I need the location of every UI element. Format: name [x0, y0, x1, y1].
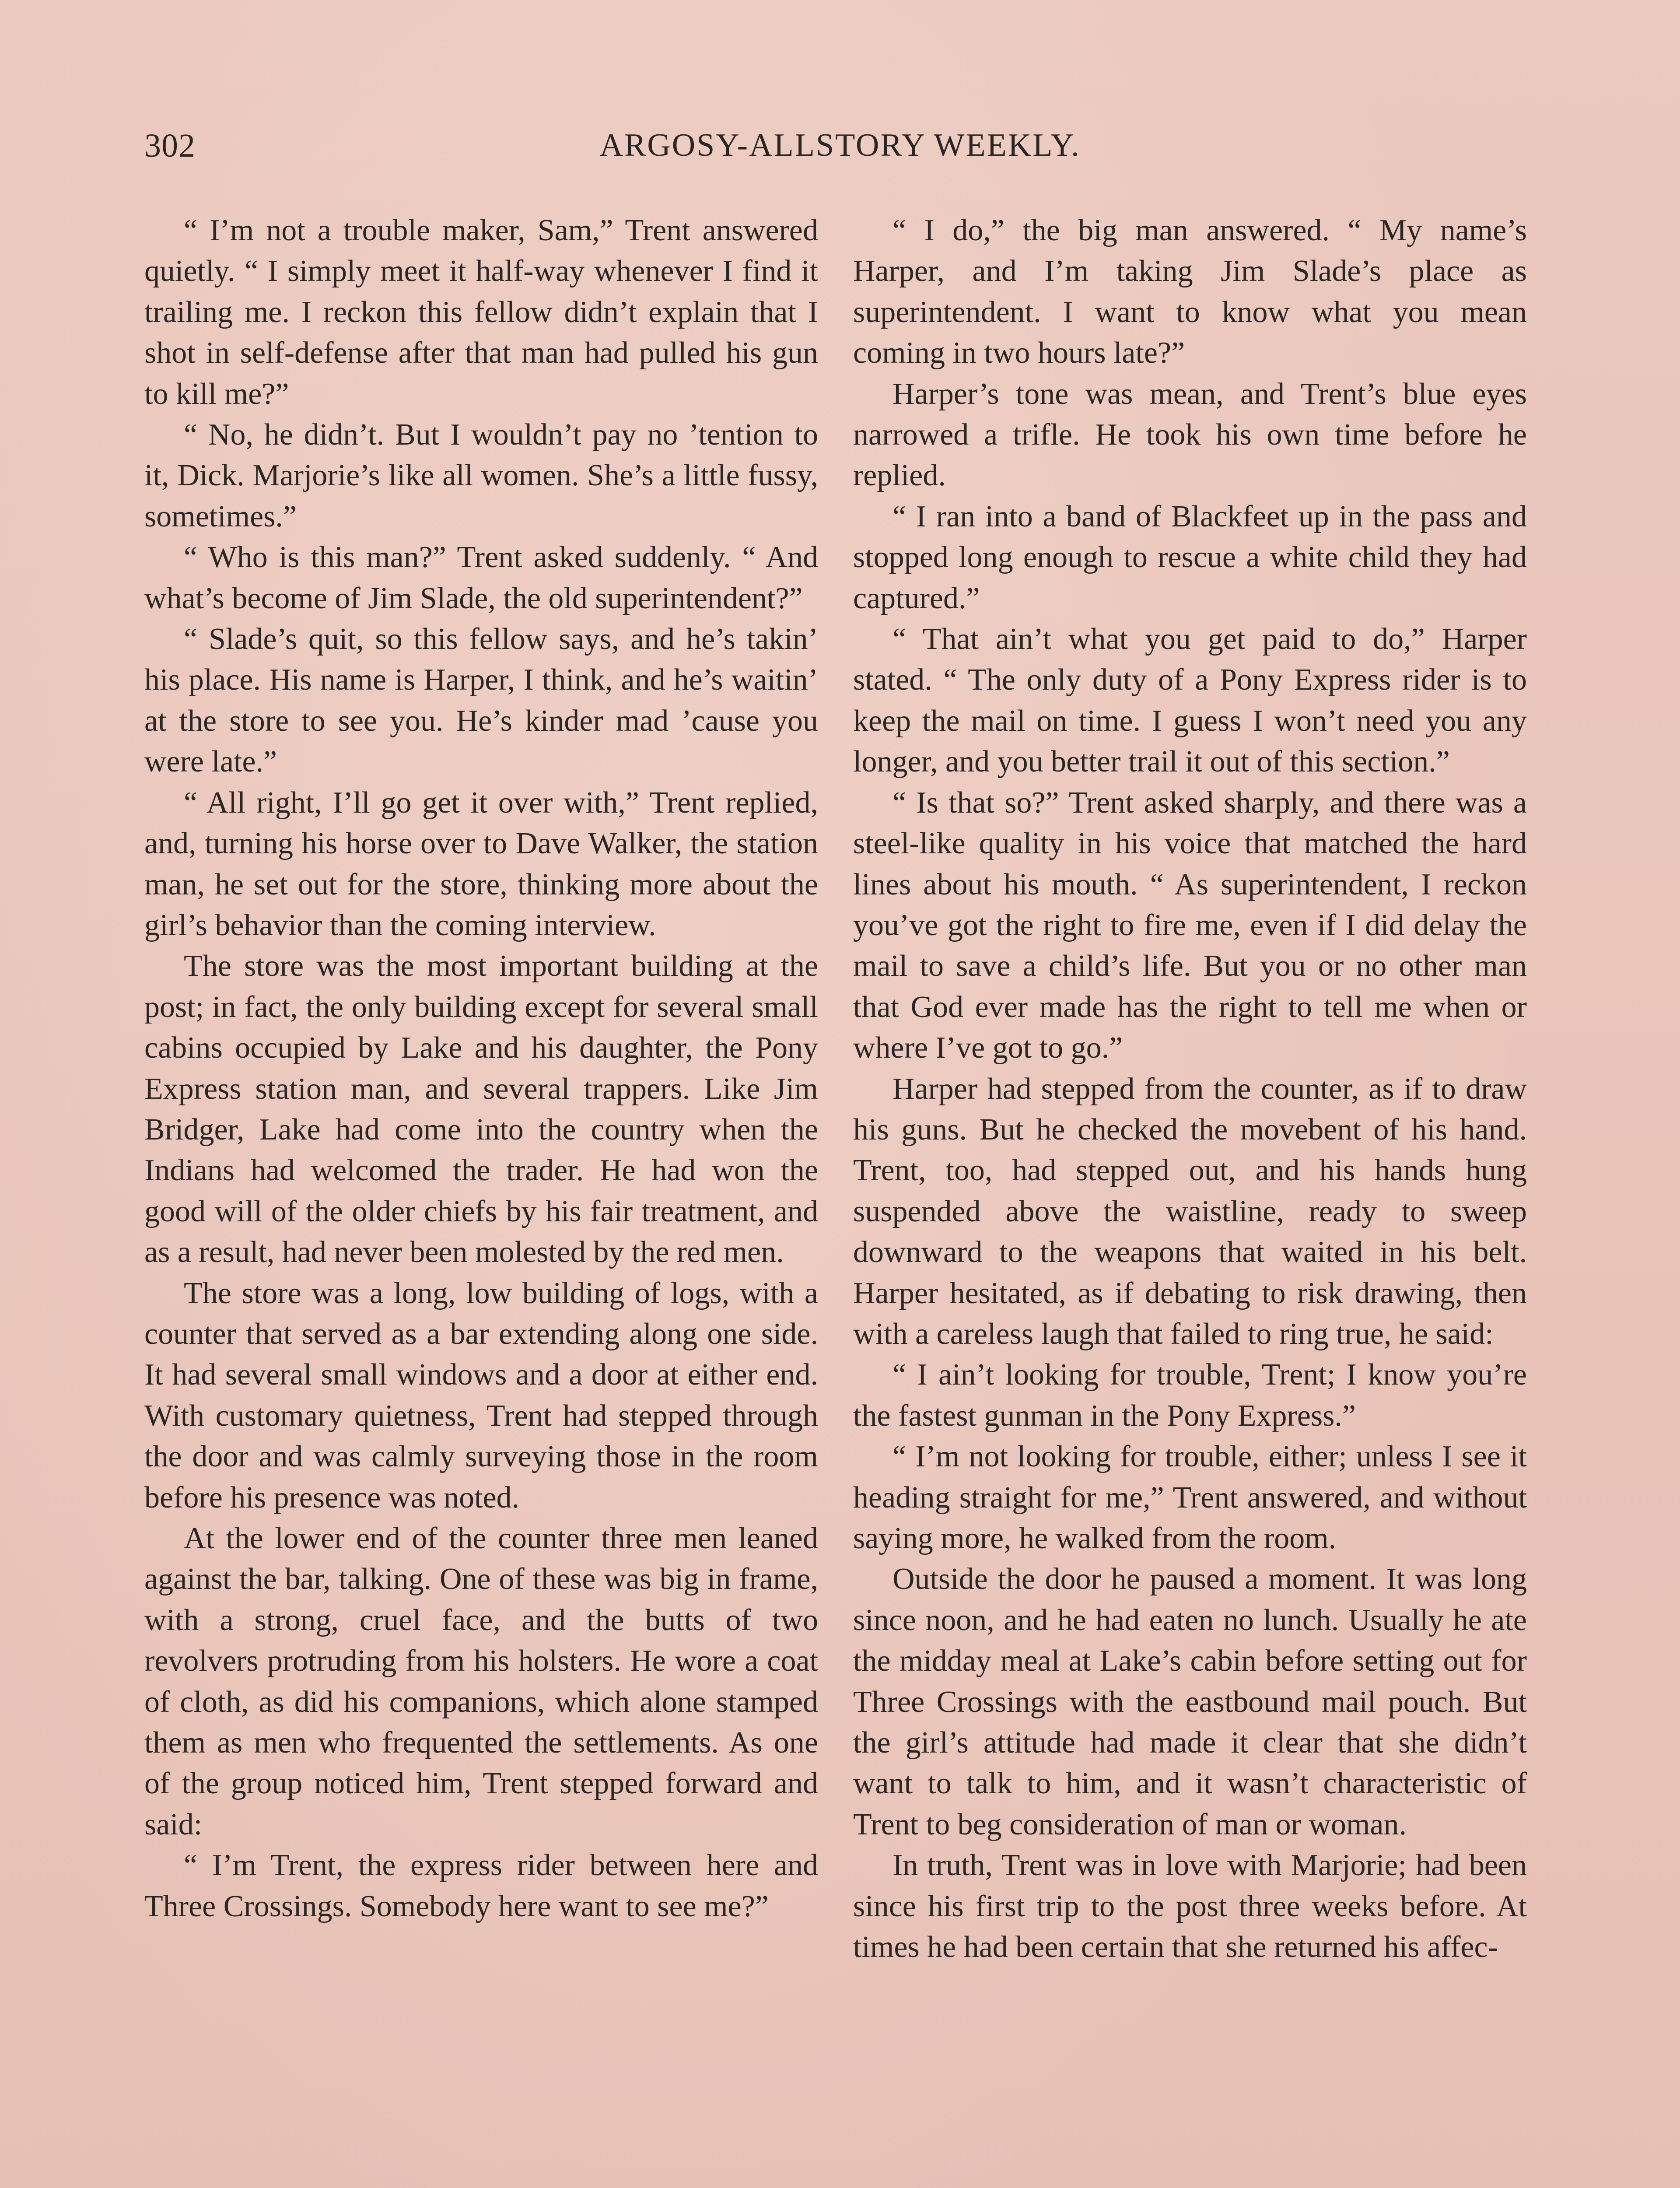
paragraph: At the lower end of the counter three men leaned against the bar, talking. One of these was big in frame, with a strong, cruel face, and the butts of two revolvers protruding from his holsters. He wore a coat of cloth, as did his companions, which alone stamped them as men who frequented the settlements. As one of the group noticed him, Trent stepped forward and said: [144, 1522, 818, 1841]
paragraph: In truth, Trent was in love with Marjorie; had been since his first trip to the post three weeks before. At times he had been certain that she returned his affec- [853, 1848, 1527, 1964]
paragraph: The store was the most important building at the post; in fact, the only building except for several small cabins occupied by Lake and his daughter, the Pony Express station man, and several trappers. Like Jim Bridger, Lake had come into the country when the Indians had welcomed the trader. He had won the good will of the older chiefs by his fair treatment, and as a result, had never been molested by the red men. [144, 949, 818, 1269]
page-header [144, 127, 1536, 175]
paragraph: “ Who is this man?” Trent asked suddenly. “ And what’s become of Jim Slade, the old superintendent?” [144, 540, 818, 615]
paragraph: The store was a long, low building of logs, with a counter that served as a bar extending along one side. It had several small windows and a door at either end. With customary quietness, Trent had stepped through the door and was calmly surveying those in the room before his presence was noted. [144, 1276, 818, 1515]
paragraph: Harper had stepped from the counter, as if to draw his guns. But he checked the movebent of his hand. Trent, too, had stepped out, and his hands hung suspended above the waistline, ready to sweep downward to the weapons that waited in his belt. Harper hesitated, as if debating to risk drawing, then with a careless laugh that failed to ring true, he said: [853, 1072, 1527, 1351]
right-column [853, 210, 1527, 1967]
left-column [144, 210, 818, 1927]
paragraph: Outside the door he paused a moment. It was long since noon, and he had eaten no lunch. Usually he ate the midday meal at Lake’s cabin before setting out for Three Crossings with the eastbound mail pouch. But the girl’s attitude had made it clear that she didn’t want to talk to him, and it wasn’t characteristic of Trent to beg consideration of man or woman. [853, 1562, 1527, 1841]
paragraph: “ Slade’s quit, so this fellow says, and he’s takin’ his place. His name is Harper, I think, and he’s waitin’ at the store to see you. He’s kinder mad ’cause you were late.” [144, 622, 818, 779]
paragraph: “ I do,” the big man answered. “ My name’s Harper, and I’m taking Jim Slade’s place as superintendent. I want to know what you mean coming in two hours late?” [853, 214, 1527, 370]
page-number: 302 [144, 127, 196, 164]
paragraph: “ I’m not a trouble maker, Sam,” Trent answered quietly. “ I simply meet it half-way whenever I find it trailing me. I reckon this fellow didn’t explain that I shot in self-defense after that man had pulled his gun to kill me?” [144, 214, 818, 411]
paragraph: Harper’s tone was mean, and Trent’s blue eyes narrowed a trifle. He took his own time before he replied. [853, 377, 1527, 493]
paragraph: “ I ran into a band of Blackfeet up in the pass and stopped long enough to rescue a white child they had captured.” [853, 499, 1527, 615]
paragraph: “ I’m Trent, the express rider between here and Three Crossings. Somebody here want to see me?” [144, 1848, 818, 1923]
paragraph: “ No, he didn’t. But I wouldn’t pay no ’tention to it, Dick. Marjorie’s like all women. She’s a little fussy, sometimes.” [144, 418, 818, 533]
paragraph: “ I’m not looking for trouble, either; unless I see it heading straight for me,” Trent answered, and without saying more, he walked from the room. [853, 1440, 1527, 1555]
paragraph: “ All right, I’ll go get it over with,” Trent replied, and, turning his horse over to Dave Walker, the station man, he set out for the store, thinking more about the girl’s behavior than the coming interview. [144, 785, 818, 942]
paragraph: “ Is that so?” Trent asked sharply, and there was a steel-like quality in his voice that matched the hard lines about his mouth. “ As superintendent, I reckon you’ve got the right to fire me, even if I did delay the mail to save a child’s life. But you or no other man that God ever made has the right to tell me when or where I’ve got to go.” [853, 785, 1527, 1065]
running-title: ARGOSY-ALLSTORY WEEKLY. [599, 127, 1081, 163]
paragraph: “ I ain’t looking for trouble, Trent; I know you’re the fastest gunman in the Pony Express.” [853, 1358, 1527, 1433]
paragraph: “ That ain’t what you get paid to do,” Harper stated. “ The only duty of a Pony Express rider is to keep the mail on time. I guess I won’t need you any longer, and you better trail it out of this section.” [853, 622, 1527, 779]
